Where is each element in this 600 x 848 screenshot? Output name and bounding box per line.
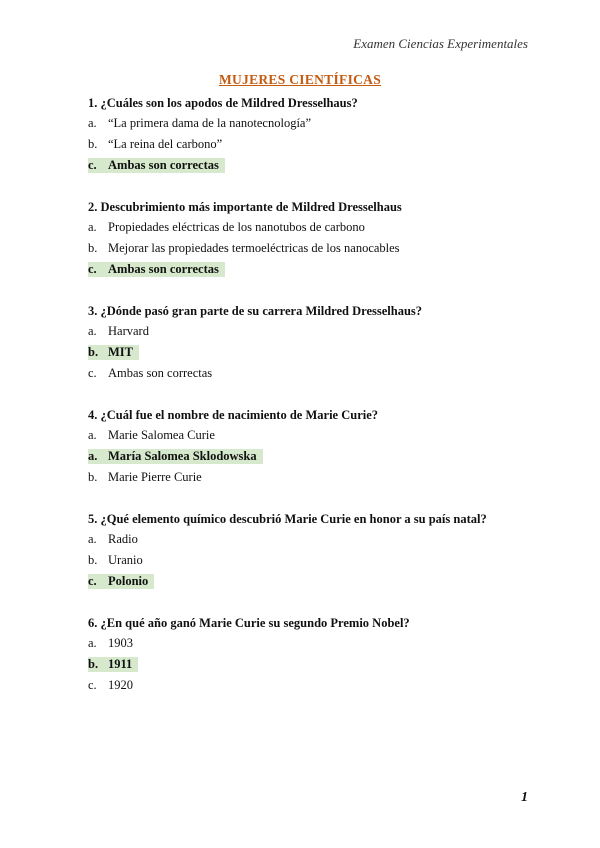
question-6: 6. ¿En qué año ganó Marie Curie su segundo Premio Nobel? — [88, 616, 410, 630]
option-letter: c. — [88, 262, 97, 276]
option-6a — [88, 636, 133, 651]
question-4: 4. ¿Cuál fue el nombre de nacimiento de Marie Curie? — [88, 408, 379, 422]
option-text: 1920 — [108, 678, 133, 692]
option-letter: a. — [88, 532, 97, 546]
option-text: 1903 — [108, 636, 133, 650]
option-letter: a. — [88, 324, 97, 338]
option-5c-correct — [88, 574, 154, 589]
option-text: María Salomea Sklodowska — [108, 449, 257, 463]
option-1a — [88, 116, 311, 131]
header-note: Examen Ciencias Experimentales — [353, 36, 528, 51]
option-text: Harvard — [108, 324, 149, 338]
option-text: Uranio — [108, 553, 143, 567]
option-2c-correct — [88, 262, 225, 277]
option-letter: c. — [88, 574, 97, 588]
option-text: Mejorar las propiedades termoeléctricas de los nanocables — [108, 241, 400, 255]
option-6b-correct — [88, 657, 138, 672]
option-text: Propiedades eléctricas de los nanotubos de carbono — [108, 220, 365, 234]
option-text: “La primera dama de la nanotecnología” — [108, 116, 312, 130]
question-5: 5. ¿Qué elemento químico descubrió Marie Curie en honor a su país natal? — [88, 512, 487, 526]
page-number: 1 — [521, 790, 528, 805]
question-2: 2. Descubrimiento más importante de Mildred Dresselhaus — [88, 200, 402, 214]
option-text: Ambas son correctas — [108, 366, 213, 380]
option-text: Marie Salomea Curie — [108, 428, 215, 442]
option-letter: a. — [88, 449, 98, 463]
question-1: 1. ¿Cuáles son los apodos de Mildred Dresselhaus? — [88, 96, 358, 110]
option-3b-correct — [88, 345, 139, 360]
option-5a — [88, 532, 138, 547]
document-title: MUJERES CIENTÍFICAS — [218, 72, 382, 87]
option-text: “La reina del carbono” — [108, 137, 223, 151]
option-3a — [88, 324, 149, 339]
option-letter: a. — [88, 636, 97, 650]
option-letter: c. — [88, 366, 97, 380]
option-text: Radio — [108, 532, 138, 546]
option-letter: b. — [88, 241, 98, 255]
option-letter: b. — [88, 345, 99, 359]
option-4a — [88, 428, 215, 443]
option-1c-correct — [88, 158, 225, 173]
option-text: Polonio — [108, 574, 149, 588]
option-5b — [88, 553, 143, 568]
option-text: Ambas son correctas — [108, 158, 219, 172]
option-letter: a. — [88, 116, 97, 130]
question-3: 3. ¿Dónde pasó gran parte de su carrera Mildred Dresselhaus? — [88, 304, 423, 318]
option-letter: c. — [88, 158, 97, 172]
option-2a — [88, 220, 365, 235]
option-text: 1911 — [108, 657, 133, 671]
option-letter: a. — [88, 428, 97, 442]
option-letter: b. — [88, 470, 98, 484]
option-letter: b. — [88, 553, 98, 567]
option-2b — [88, 241, 400, 256]
option-6c — [88, 678, 133, 693]
option-letter: a. — [88, 220, 97, 234]
option-1b — [88, 137, 222, 152]
option-letter: b. — [88, 137, 98, 151]
option-text: Ambas son correctas — [108, 262, 219, 276]
option-letter: b. — [88, 657, 99, 671]
option-4b — [88, 470, 202, 485]
option-text: Marie Pierre Curie — [108, 470, 202, 484]
option-text: MIT — [108, 345, 133, 359]
option-letter: c. — [88, 678, 97, 692]
option-3c — [88, 366, 212, 381]
option-4a-correct — [88, 449, 263, 464]
